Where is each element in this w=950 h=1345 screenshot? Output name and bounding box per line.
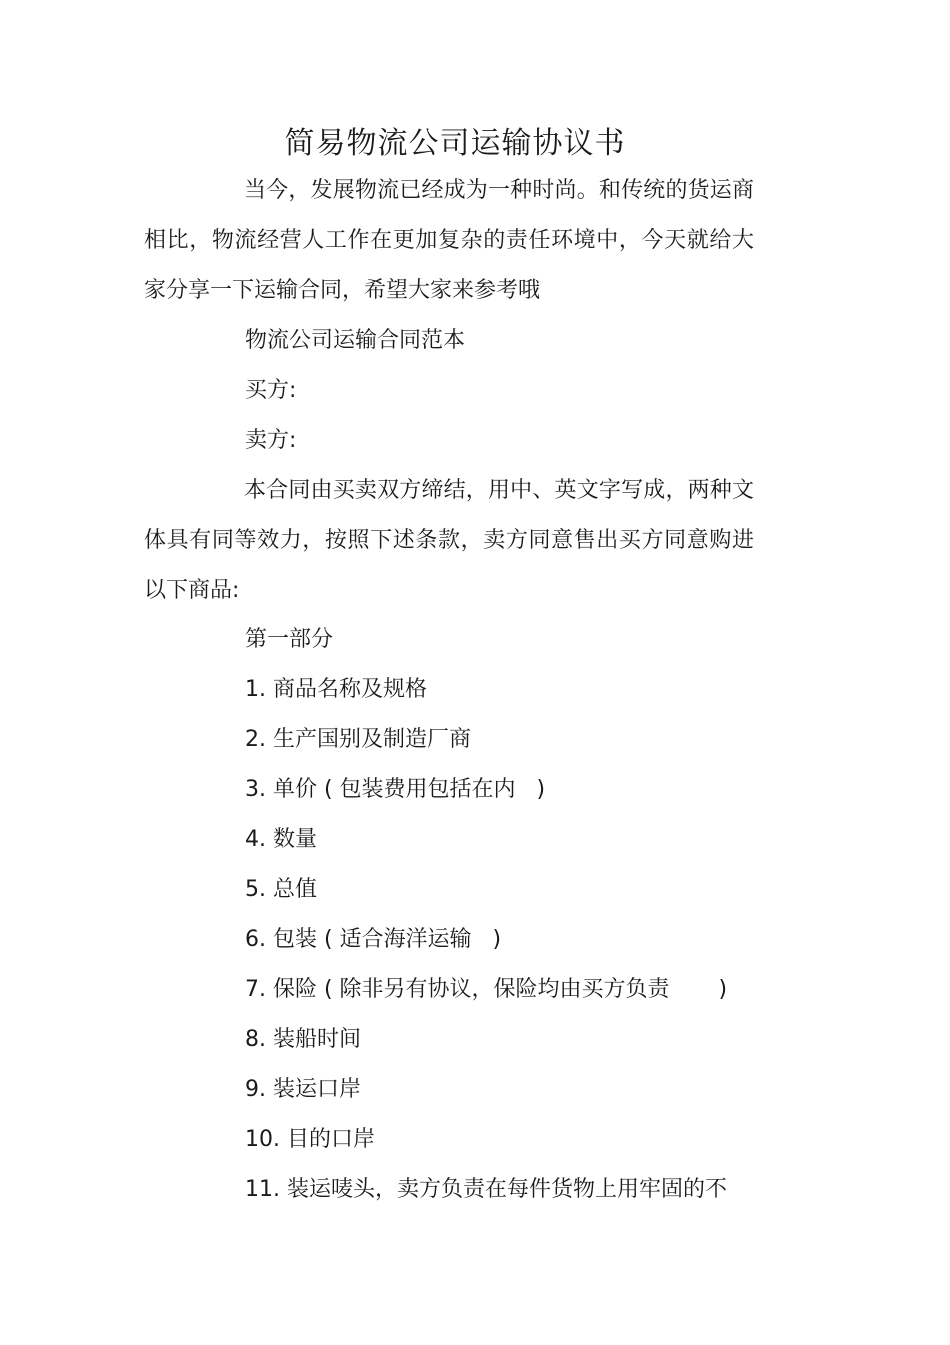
intro-paragraph: 当今，发展物流已经成为一种时尚。和传统的货运商相比，物流经营人工作在更加复杂的责任环境中，今天就给大家分享一下运输合同，希望大家来参考哦 xyxy=(144,178,754,303)
list-item: 9. 装运口岸 xyxy=(245,1077,361,1102)
list-item: 8. 装船时间 xyxy=(245,1027,361,1052)
contract-intro-paragraph: 本合同由买卖双方缔结，用中、英文字写成，两种文体具有同等效力，按照下述条款，卖方同意售出买方同意购进以下商品: xyxy=(144,478,754,603)
list-item: 1. 商品名称及规格 xyxy=(245,677,427,702)
list-item: 5. 总值 xyxy=(245,877,317,902)
contract-subtitle: 物流公司运输合同范本 xyxy=(245,328,466,353)
list-item: 10. 目的口岸 xyxy=(245,1127,375,1152)
list-item: 4. 数量 xyxy=(245,827,317,852)
document-title: 简易物流公司运输协议书 xyxy=(284,126,626,161)
buyer-label: 买方: xyxy=(245,378,297,403)
part-heading: 第一部分 xyxy=(245,627,334,652)
list-item: 3. 单价 ( 包装费用包括在内 ) xyxy=(245,777,546,802)
list-item: 2. 生产国别及制造厂商 xyxy=(245,727,471,752)
list-item: 7. 保险 ( 除非另有协议，保险均由买方负责 ) xyxy=(245,977,728,1002)
list-item: 6. 包装 ( 适合海洋运输 ) xyxy=(245,927,502,952)
list-item: 11. 装运唛头，卖方负责在每件货物上用牢固的不 xyxy=(245,1177,727,1202)
seller-label: 卖方: xyxy=(245,428,297,453)
